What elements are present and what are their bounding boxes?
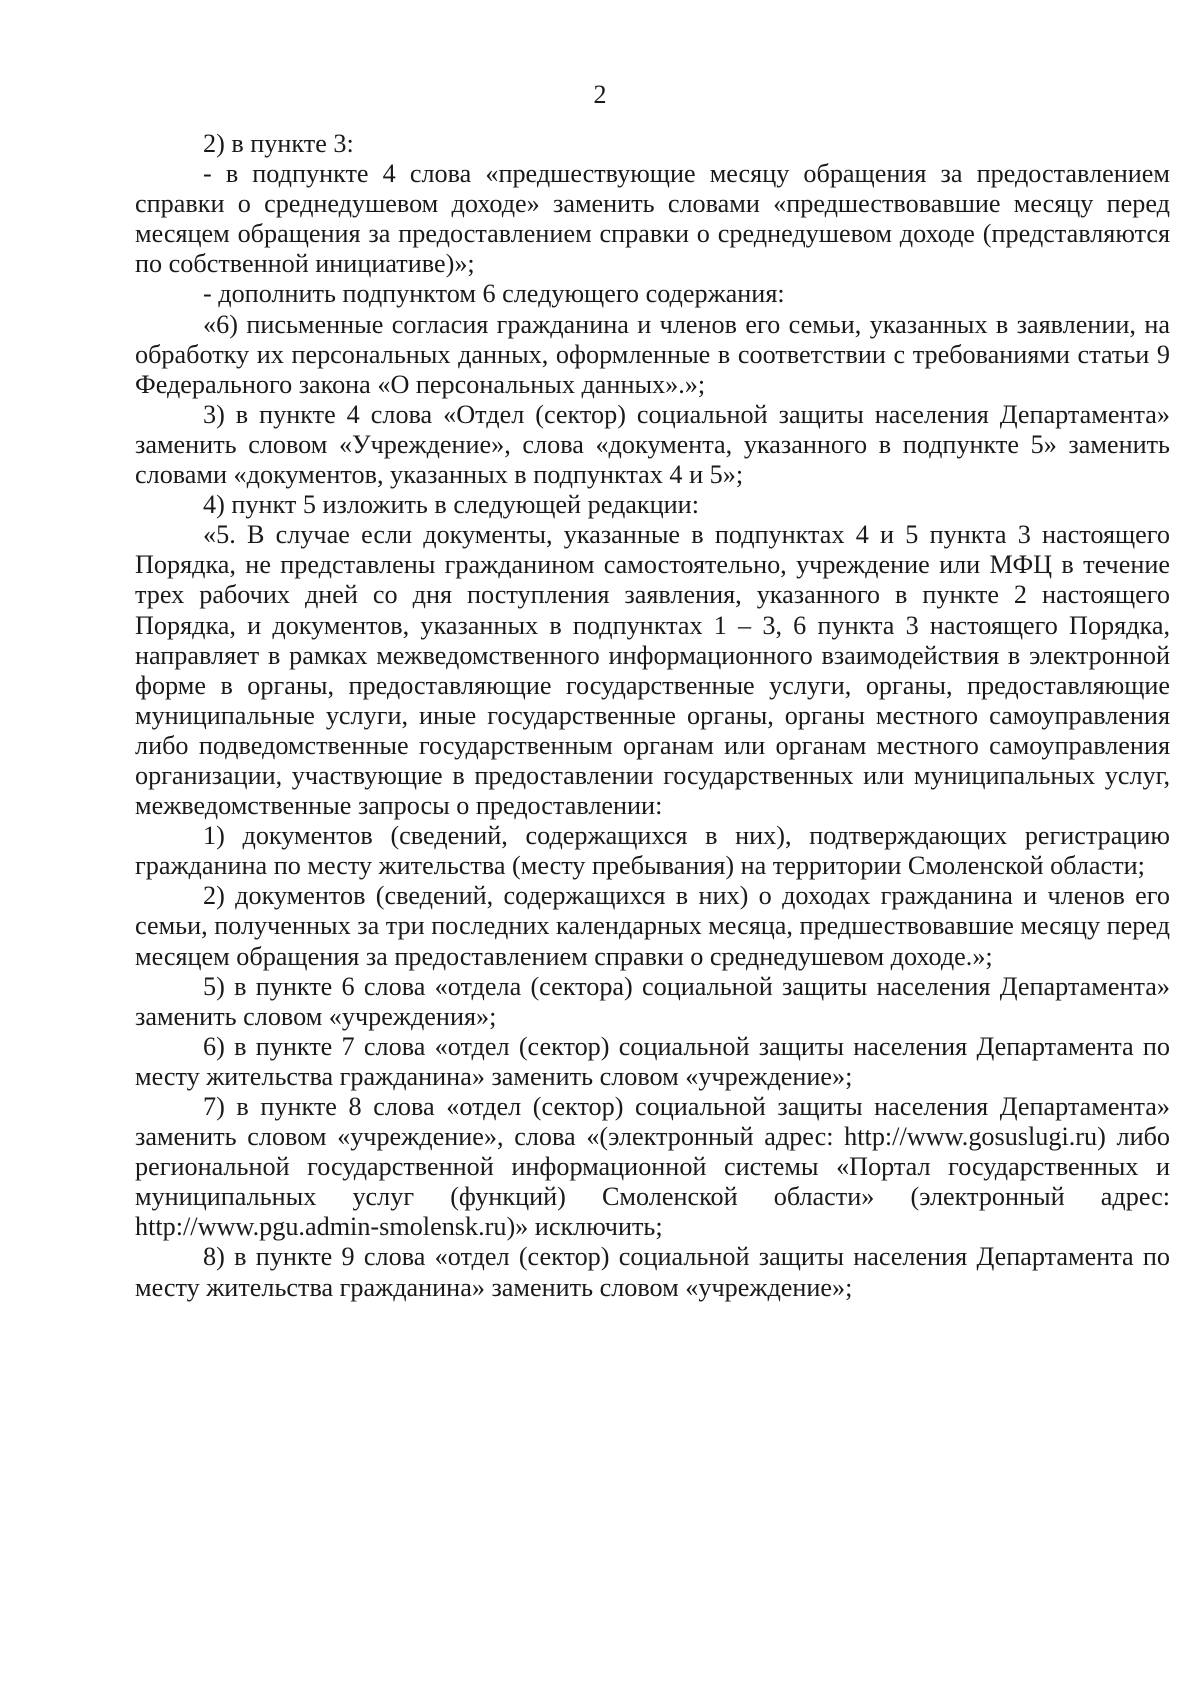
paragraph-point-5-sub-1: 1) документов (сведений, содержащихся в них), подтверждающих регистрацию гражданина по месту жительства (месту пребывания) на территории Смоленской области; xyxy=(135,821,1170,881)
paragraph-item-4: 4) пункт 5 изложить в следующей редакции: xyxy=(203,490,699,520)
paragraph-item-2: 2) в пункте 3: xyxy=(203,129,354,158)
paragraph-subitem-4-replace: - в подпункте 4 слова «предшествующие месяцу обращения за предоставлением справки о среднедушевом доходе» заменить словами «предшествовавшие месяцу перед месяцем обращения за предоставлением справки о среднедушевом доходе (представляются по собственной инициативе)»; xyxy=(135,159,1170,279)
paragraph-item-5: 5) в пункте 6 слова «отдела (сектора) социальной защиты населения Департамента» заменить словом «учреждения»; xyxy=(135,971,1170,1031)
paragraph-point-5-text: «5. В случае если документы, указанные в подпунктах 4 и 5 пункта 3 настоящего Порядка, не представлены гражданином самостоятельно, учреждение или МФЦ в течение трех рабочих дней со дня поступления заявления, указанного в пункте 2 настоящего Порядка, и документов, указанных в подпунктах 1 – 3, 6 пункта 3 настоящего Порядка, направляет в рамках межведомственного информационного взаимодействия в электронной форме в органы, предоставляющие государственные услуги, органы, предоставляющие муниципальные услуги, иные государственные органы, органы местного самоуправления либо подведомственные государственным органам или органам местного самоуправления организации, участвующие в предоставлении государственных или муниципальных услуг, межведомственные запросы о предоставлении: xyxy=(135,520,1170,821)
paragraph-item-7: 7) в пункте 8 слова «отдел (сектор) социальной защиты населения Департамента» заменить словом «учреждение», слова «(электронный адрес: http://www.gosuslugi.ru) либо региональной государственной информационной системы «Портал государственных и муниципальных услуг (функций) Смоленской области» (электронный адрес: http://www.pgu.admin-smolensk.ru)» исключить; xyxy=(135,1092,1170,1242)
paragraph-point-5-sub-2: 2) документов (сведений, содержащихся в них) о доходах гражданина и членов его семьи, полученных за три последних календарных месяца, предшествовавшие месяцу перед месяцем обращения за предоставлением справки о среднедушевом доходе.»; xyxy=(135,881,1170,971)
paragraph-subitem-6-text: «6) письменные согласия гражданина и членов его семьи, указанных в заявлении, на обработку их персональных данных, оформленные в соответствии с требованиями статьи 9 Федерального закона «О персональных данных».»; xyxy=(135,309,1170,399)
paragraph-item-8: 8) в пункте 9 слова «отдел (сектор) социальной защиты населения Департамента по месту жительства гражданина» заменить словом «учреждение»; xyxy=(135,1242,1170,1302)
paragraph-item-6: 6) в пункте 7 слова «отдел (сектор) социальной защиты населения Департамента по месту жительства гражданина» заменить словом «учреждение»; xyxy=(135,1031,1170,1091)
paragraph-item-3: 3) в пункте 4 слова «Отдел (сектор) социальной защиты населения Департамента» заменить словом «Учреждение», слова «документа, указанного в подпункте 5» заменить словами «документов, указанных в подпунктах 4 и 5»; xyxy=(135,399,1170,490)
paragraph-add-subitem-6: - дополнить подпунктом 6 следующего содержания: xyxy=(203,279,785,309)
page-number: 2 xyxy=(593,80,607,109)
document-body xyxy=(135,129,1170,1303)
